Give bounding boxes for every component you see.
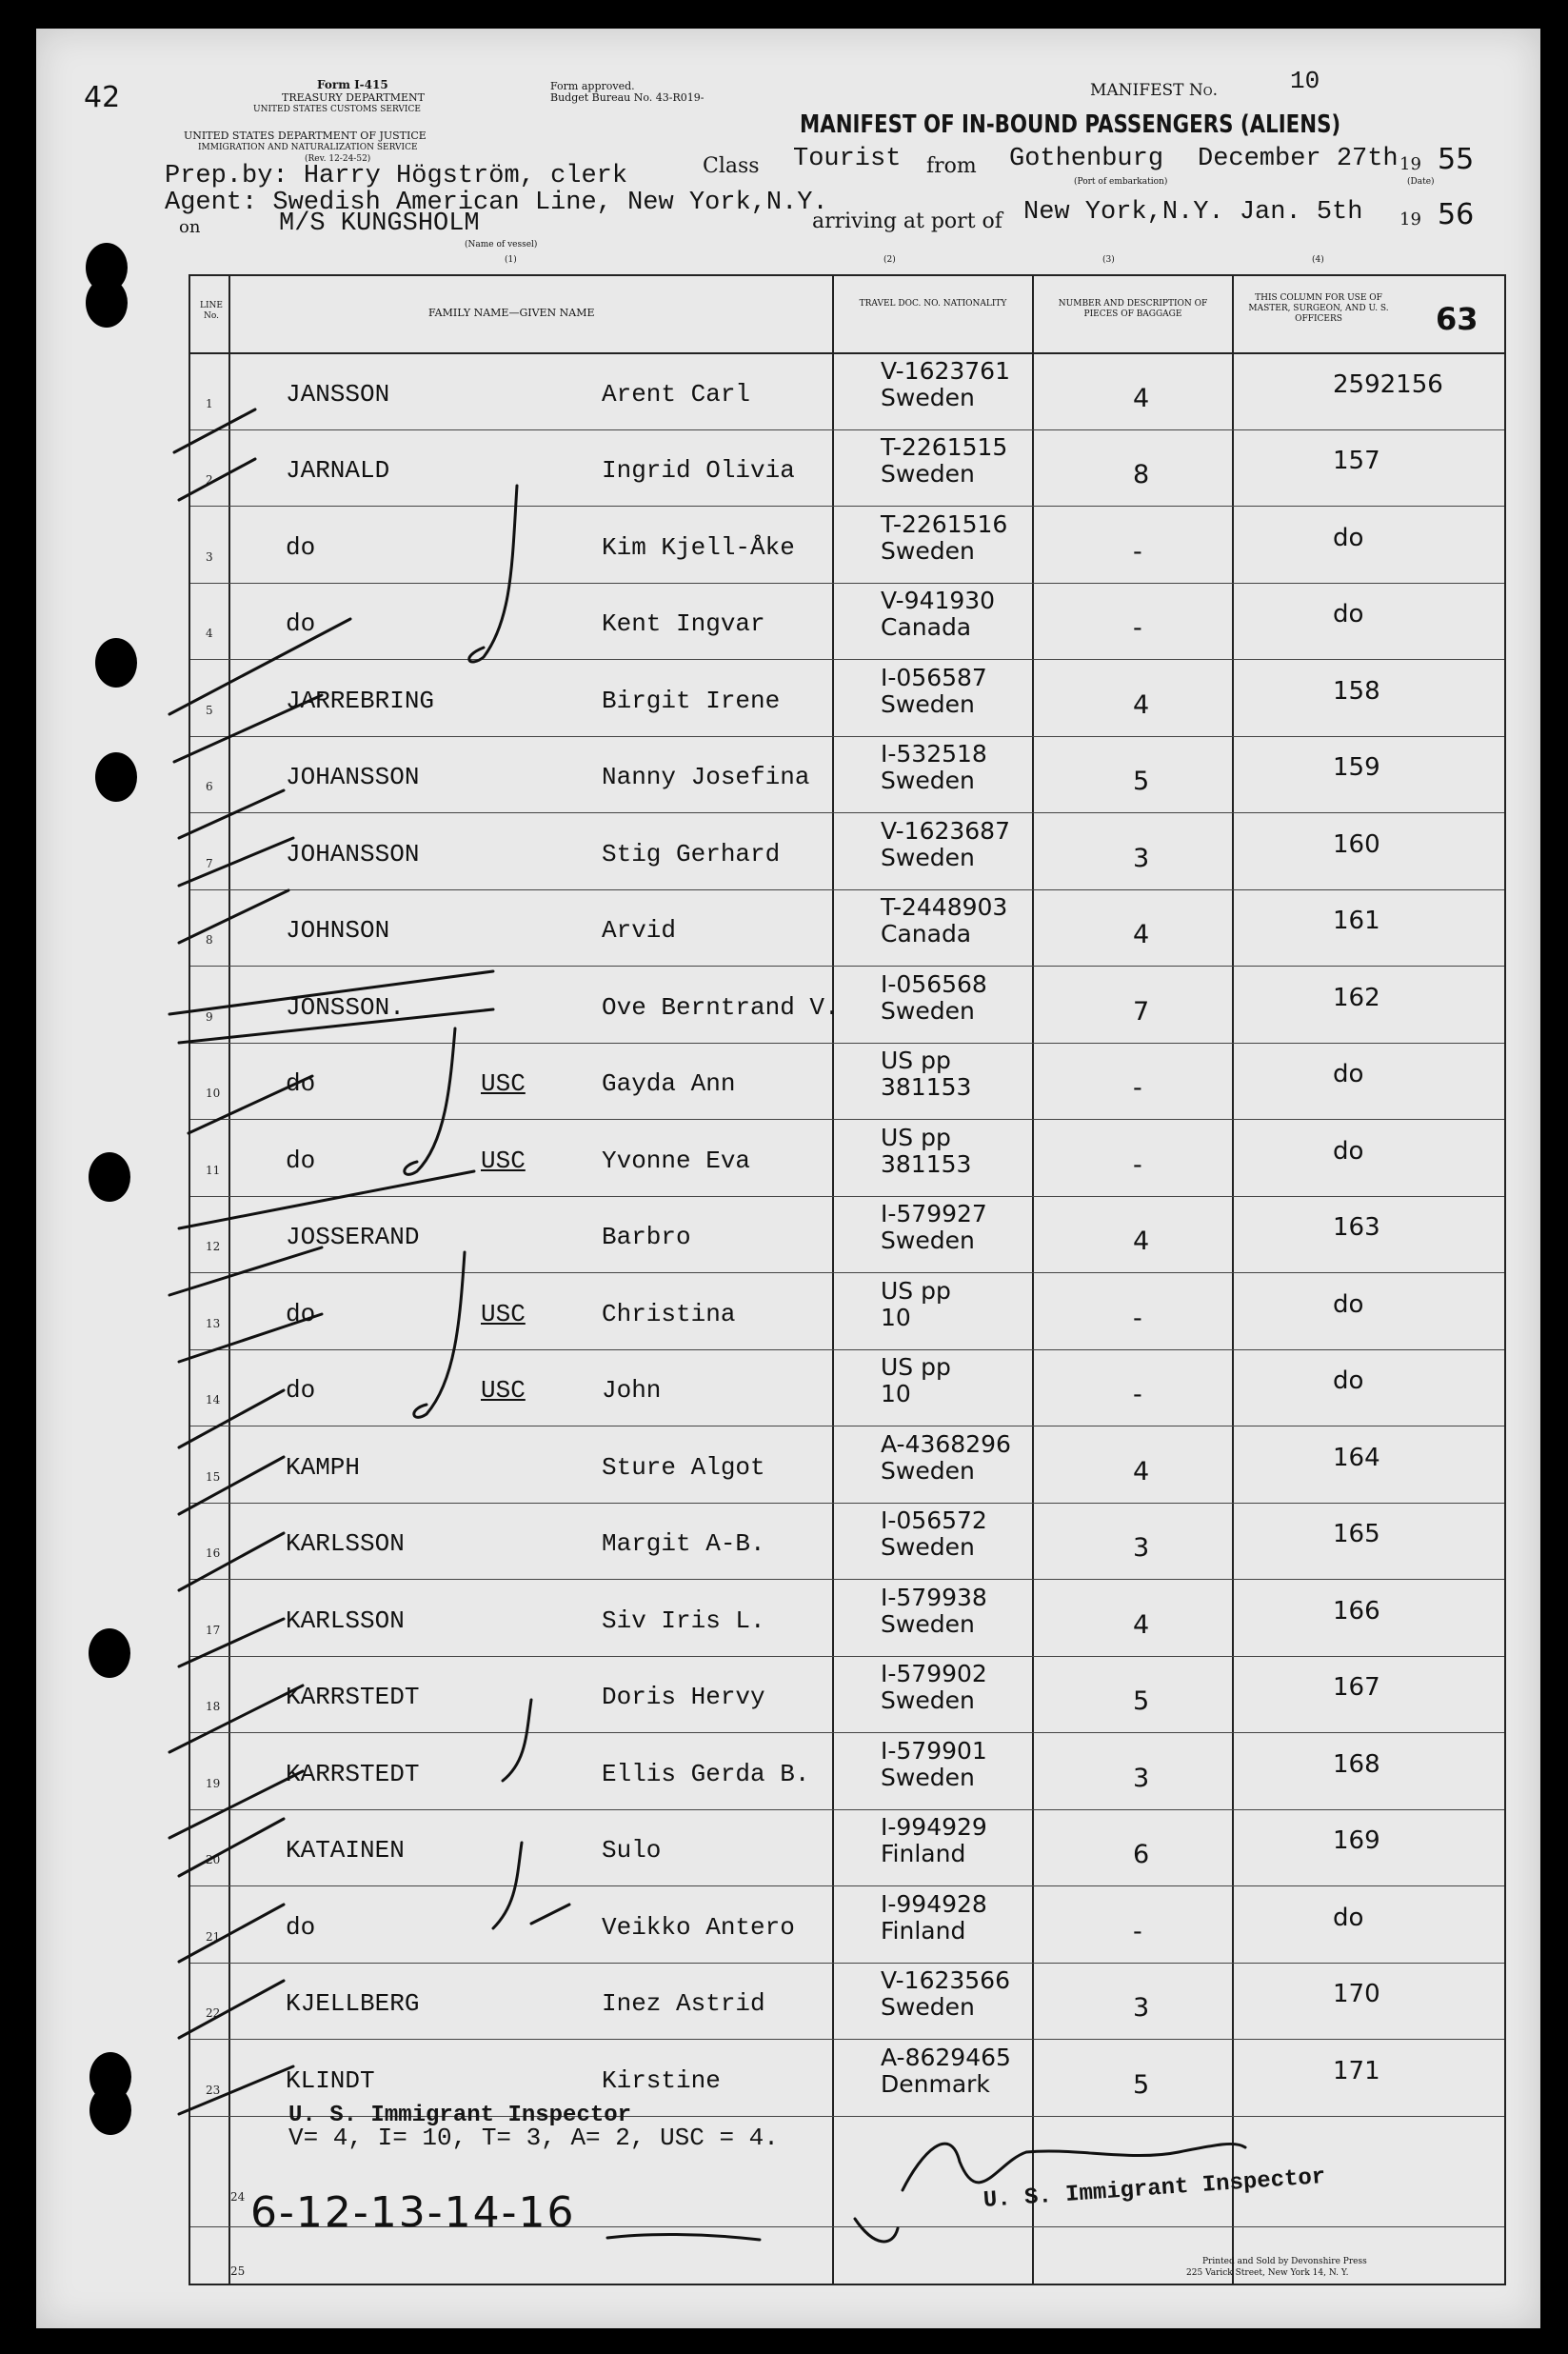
officer-note: 170 [1333, 1980, 1380, 2008]
corner-mark: 42 [84, 81, 121, 114]
arrival-century: 19 [1399, 209, 1421, 229]
travel-doc-number: V-1623566 [881, 1966, 1010, 1994]
nationality: Sweden [881, 383, 975, 411]
inspector-stamp: U. S. Immigrant Inspector [288, 2103, 632, 2128]
given-name: Ellis Gerda B. [602, 1759, 810, 1788]
rev-label: (Rev. 12-24-52) [305, 154, 371, 164]
family-name: JARNALD [286, 456, 390, 485]
officer-note: do [1333, 600, 1364, 628]
baggage-count: 5 [1133, 2069, 1150, 2100]
given-name: Doris Hervy [602, 1683, 765, 1711]
header-line-no: LINE No. [200, 301, 223, 321]
from-label: from [926, 154, 977, 178]
line-number: 22 [206, 2006, 221, 2020]
nationality: Sweden [881, 689, 975, 718]
officer-note: 160 [1333, 829, 1380, 859]
travel-doc-number: V-1623761 [881, 356, 1010, 385]
line-number: 4 [206, 627, 213, 640]
given-name: Ove Berntrand V. [602, 992, 840, 1022]
family-name: KAMPH [286, 1452, 361, 1482]
handwritten-line-refs: 6-12-13-14-16 [250, 2188, 576, 2237]
nationality: Sweden [881, 1533, 975, 1561]
port-embarkation-label: (Port of embarkation) [1074, 177, 1168, 187]
baggage-count: - [1133, 1149, 1142, 1180]
officer-note: do [1333, 523, 1364, 552]
line-number: 17 [206, 1623, 221, 1637]
nationality: Canada [881, 920, 972, 948]
family-name: KARRSTEDT [286, 1683, 420, 1711]
baggage-count: - [1133, 1916, 1142, 1946]
given-name: Arent Carl [602, 379, 751, 409]
handwritten-marks [36, 29, 1540, 2328]
travel-doc-number: I-579938 [881, 1583, 987, 1611]
travel-doc-number: A-8629465 [881, 2043, 1011, 2071]
nationality: Sweden [881, 996, 975, 1025]
line-number: 21 [206, 1929, 221, 1944]
line-number: 2 [206, 473, 213, 487]
baggage-count: 4 [1133, 920, 1150, 949]
family-name: do [286, 532, 316, 562]
departure-year: 55 [1438, 143, 1475, 176]
nationality: Sweden [881, 1609, 975, 1638]
given-name: Sture Algot [602, 1452, 765, 1482]
officer-note: 158 [1333, 676, 1380, 706]
nationality: Sweden [881, 843, 975, 871]
given-name: Veikko Antero [602, 1912, 795, 1942]
class-value: Tourist [793, 145, 902, 173]
baggage-count: - [1133, 1380, 1142, 1409]
baggage-count: 3 [1133, 1993, 1150, 2023]
given-name: Yvonne Eva [602, 1146, 751, 1175]
printer-address: 225 Varick Street, New York 14, N. Y. [1186, 2268, 1349, 2278]
departure-date: December 27th [1198, 145, 1399, 173]
nationality: Finland [881, 1916, 966, 1945]
baggage-count: 3 [1133, 843, 1150, 873]
arrival-port-date: New York,N.Y. Jan. 5th [1023, 198, 1363, 227]
travel-doc-number: US pp [881, 1276, 951, 1305]
nationality: 10 [881, 1380, 911, 1407]
citizen-marker: USC [481, 1146, 526, 1175]
vessel-label: (Name of vessel) [465, 240, 538, 249]
family-name: do [286, 1069, 316, 1098]
line-number: 15 [206, 1469, 221, 1484]
nationality: Sweden [881, 1993, 975, 2021]
given-name: Christina [602, 1299, 736, 1328]
travel-doc-number: I-532518 [881, 740, 987, 768]
nationality: Denmark [881, 2069, 990, 2098]
line-number: 23 [206, 2083, 221, 2097]
family-name: KLINDT [286, 2065, 375, 2095]
travel-doc-number: US pp [881, 1353, 951, 1381]
nationality: Finland [881, 1840, 966, 1867]
date-label: (Date) [1407, 177, 1435, 187]
line-number: 6 [206, 780, 213, 793]
family-name: do [286, 1146, 316, 1175]
line-number-24: 24 [230, 2190, 246, 2204]
class-label: Class [703, 154, 760, 178]
officer-note: do [1333, 1903, 1364, 1932]
given-name: Kim Kjell-Åke [602, 532, 795, 562]
family-name: do [286, 609, 316, 638]
officer-note: do [1333, 1136, 1364, 1166]
officer-note: 167 [1333, 1673, 1380, 1702]
line-number: 20 [206, 1853, 221, 1866]
prepared-by: Prep.by: Harry Högström, clerk [165, 162, 628, 190]
travel-doc-number: T-2261515 [881, 433, 1008, 461]
given-name: Birgit Irene [602, 686, 781, 715]
baggage-count: 7 [1133, 996, 1150, 1027]
page-number: 63 [1436, 301, 1479, 337]
col-marker-1: (1) [505, 255, 517, 265]
arrival-year: 56 [1438, 198, 1475, 231]
vessel-name: M/S KUNGSHOLM [279, 209, 480, 238]
line-number: 1 [206, 396, 213, 410]
line-number: 7 [206, 856, 213, 870]
col-marker-3: (3) [1102, 255, 1115, 265]
date-century: 19 [1399, 154, 1421, 174]
manifest-number: 10 [1290, 67, 1320, 95]
given-name: Margit A-B. [602, 1529, 765, 1558]
family-name: do [286, 1912, 316, 1942]
header-baggage: NUMBER AND DESCRIPTION OF PIECES OF BAGGAGE [1058, 299, 1208, 319]
family-name: do [286, 1376, 316, 1405]
given-name: Ingrid Olivia [602, 456, 795, 485]
family-name: JOHANSSON [286, 763, 420, 791]
form-number: Form I-415 [317, 78, 388, 91]
given-name: Gayda Ann [602, 1069, 736, 1098]
nationality: Canada [881, 613, 972, 641]
baggage-count: 6 [1133, 1840, 1150, 1869]
travel-doc-number: V-1623687 [881, 816, 1010, 845]
officer-note: 166 [1333, 1596, 1380, 1626]
manifest-label: MANIFEST No. [1090, 81, 1218, 100]
family-name: KARRSTEDT [286, 1759, 420, 1788]
family-name: KARLSSON [286, 1529, 405, 1558]
travel-doc-number: I-994928 [881, 1889, 987, 1918]
given-name: Kent Ingvar [602, 609, 765, 638]
family-name: KARLSSON [286, 1606, 405, 1635]
travel-doc-number: I-579927 [881, 1200, 987, 1227]
line-number: 12 [206, 1240, 221, 1253]
officer-note: 159 [1333, 753, 1380, 782]
officer-note: 168 [1333, 1749, 1380, 1779]
given-name: Siv Iris L. [602, 1606, 765, 1635]
on-label: on [179, 217, 201, 237]
col-marker-2: (2) [883, 255, 896, 265]
line-number: 16 [206, 1546, 221, 1560]
nationality: Sweden [881, 1227, 975, 1254]
customs-label: UNITED STATES CUSTOMS SERVICE [253, 105, 421, 114]
travel-doc-number: V-941930 [881, 587, 996, 614]
travel-doc-number: A-4368296 [881, 1429, 1011, 1458]
travel-doc-number: I-056572 [881, 1506, 987, 1534]
line-number: 10 [206, 1087, 221, 1100]
given-name: Sulo [602, 1836, 662, 1865]
officer-note: 163 [1333, 1213, 1380, 1242]
given-name: John [602, 1376, 662, 1405]
nationality: 10 [881, 1303, 911, 1331]
ins-label: IMMIGRATION AND NATURALIZATION SERVICE [198, 143, 418, 152]
citizen-marker: USC [481, 1299, 526, 1328]
nationality: Sweden [881, 460, 975, 488]
given-name: Kirstine [602, 2065, 721, 2095]
baggage-count: - [1133, 1303, 1142, 1333]
header-officers: THIS COLUMN FOR USE OF MASTER, SURGEON, AND U. S. OFFICERS [1248, 293, 1389, 324]
officer-note: 164 [1333, 1443, 1380, 1472]
family-name: JOSSERAND [286, 1223, 420, 1251]
family-name: do [286, 1299, 316, 1328]
travel-doc-number: I-056587 [881, 663, 987, 691]
col-marker-4: (4) [1312, 255, 1324, 265]
document-summary: V= 4, I= 10, T= 3, A= 2, USC = 4. [288, 2124, 779, 2152]
line-number: 8 [206, 933, 213, 947]
line-number: 9 [206, 1009, 213, 1024]
manifest-title: MANIFEST OF IN-BOUND PASSENGERS (ALIENS) [800, 110, 1341, 139]
agent-line: Agent: Swedish American Line, New York,N.Y. [165, 189, 828, 217]
given-name: Arvid [602, 916, 677, 945]
officer-note: do [1333, 1060, 1364, 1088]
travel-doc-number: US pp [881, 1123, 951, 1151]
travel-doc-number: I-994929 [881, 1813, 987, 1841]
travel-doc-number: I-056568 [881, 969, 987, 998]
family-name: JANSSON [286, 379, 390, 409]
baggage-count: - [1133, 536, 1142, 567]
inspector-stamp-2: U. S. Immigrant Inspector [982, 2164, 1327, 2214]
family-name: KATAINEN [286, 1836, 405, 1865]
given-name: Barbro [602, 1223, 691, 1251]
nationality: 381153 [881, 1149, 972, 1178]
officer-note: 171 [1333, 2056, 1380, 2085]
family-name: JONSSON. [286, 992, 405, 1022]
officer-note: 165 [1333, 1520, 1380, 1548]
travel-doc-number: I-579902 [881, 1660, 987, 1687]
citizen-marker: USC [481, 1376, 526, 1405]
travel-doc-number: T-2261516 [881, 509, 1008, 538]
line-number: 19 [206, 1776, 221, 1790]
line-number: 5 [206, 703, 213, 717]
baggage-count: 4 [1133, 1227, 1150, 1256]
officer-note: 169 [1333, 1826, 1380, 1855]
header-name: FAMILY NAME—GIVEN NAME [428, 307, 595, 319]
baggage-count: 4 [1133, 1456, 1150, 1486]
nationality: Sweden [881, 1456, 975, 1485]
family-name: KJELLBERG [286, 1989, 420, 2018]
family-name: JOHANSSON [286, 839, 420, 868]
given-name: Stig Gerhard [602, 839, 781, 868]
officer-note: 157 [1333, 447, 1380, 475]
citizen-marker: USC [481, 1069, 526, 1098]
baggage-count: 4 [1133, 1609, 1150, 1640]
budget-bureau: Budget Bureau No. 43-R019- [550, 91, 705, 104]
given-name: Nanny Josefina [602, 763, 810, 791]
officer-note: do [1333, 1289, 1364, 1319]
officer-note: do [1333, 1367, 1364, 1395]
baggage-count: 3 [1133, 1763, 1150, 1793]
line-number: 3 [206, 549, 213, 564]
line-number: 11 [206, 1163, 221, 1177]
travel-doc-number: T-2448903 [881, 893, 1008, 921]
officer-note: 162 [1333, 983, 1380, 1012]
baggage-count: - [1133, 1073, 1142, 1103]
baggage-count: 5 [1133, 1686, 1150, 1716]
travel-doc-number: US pp [881, 1047, 951, 1074]
treasury-label: TREASURY DEPARTMENT [282, 91, 425, 104]
officer-note: 161 [1333, 907, 1380, 935]
arriving-label: arriving at port of [812, 209, 1002, 233]
line-number: 18 [206, 1700, 221, 1713]
baggage-count: 4 [1133, 689, 1150, 720]
manifest-page [36, 29, 1540, 2328]
line-number: 13 [206, 1316, 221, 1330]
from-value: Gothenburg [1009, 145, 1164, 173]
nationality: 381153 [881, 1073, 972, 1101]
baggage-count: 5 [1133, 767, 1150, 796]
baggage-count: - [1133, 613, 1142, 643]
printer-credit: Printed and Sold by Devonshire Press [1202, 2257, 1367, 2266]
nationality: Sweden [881, 1686, 975, 1714]
justice-label: UNITED STATES DEPARTMENT OF JUSTICE [184, 130, 427, 142]
line-number-25: 25 [230, 2264, 246, 2278]
baggage-count: 4 [1133, 383, 1150, 413]
nationality: Sweden [881, 536, 975, 565]
form-approved: Form approved. [550, 80, 635, 92]
nationality: Sweden [881, 1763, 975, 1791]
baggage-count: 8 [1133, 460, 1150, 489]
officer-note: 2592156 [1333, 369, 1443, 399]
family-name: JARREBRING [286, 686, 435, 715]
line-number: 14 [206, 1393, 221, 1406]
header-travel-doc: TRAVEL DOC. NO. NATIONALITY [859, 299, 1007, 309]
family-name: JOHNSON [286, 916, 390, 945]
baggage-count: 3 [1133, 1533, 1150, 1563]
nationality: Sweden [881, 767, 975, 794]
travel-doc-number: I-579901 [881, 1736, 987, 1765]
given-name: Inez Astrid [602, 1989, 765, 2018]
